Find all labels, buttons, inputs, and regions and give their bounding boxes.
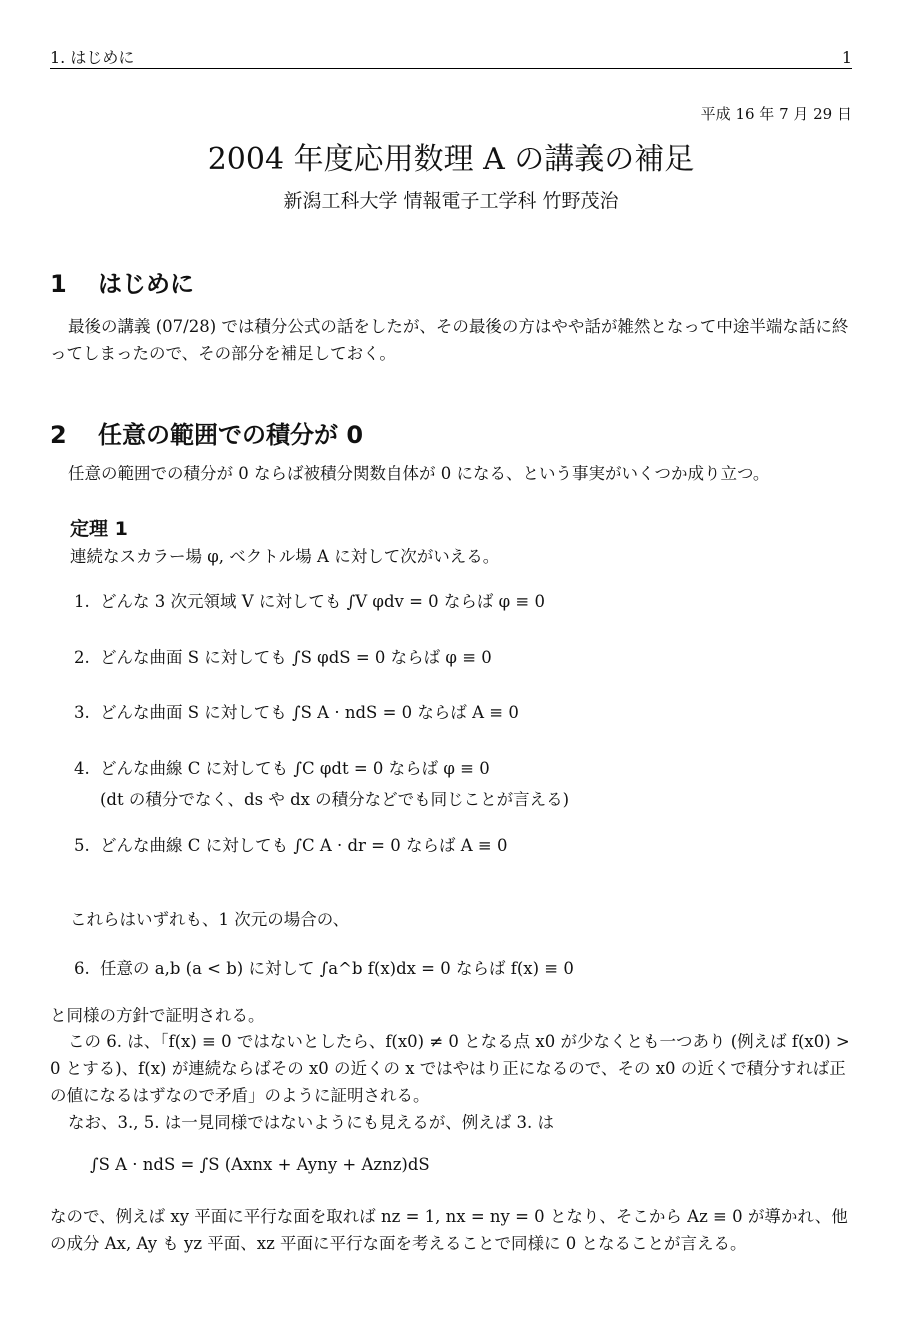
final-paragraph: なので、例えば xy 平面に平行な面を取れば nz = 1, nx = ny = 0 となり、そこから Az ≡ 0 が導かれ、他の成分 Ax, Ay も yz 平面、xz 平面に平行な面を考えることで同様に 0 となることが言える。 [50,1207,848,1253]
section-2-number: 2 [50,421,67,449]
document-author: 新潟工科大学 情報電子工学科 竹野茂治 [283,190,619,212]
item-6: 6. 任意の a,b (a < b) に対して ∫a^b f(x)dx = 0 ならば f(x) ≡ 0 [74,959,574,978]
theorem-item-1: 1. どんな 3 次元領域 V に対しても ∫V φdv = 0 ならば φ ≡ 0 [74,592,546,611]
header-section: 1. はじめに [50,48,135,67]
theorem-item-5: 5. どんな曲線 C に対しても ∫C A · dr = 0 ならば A ≡ 0 [74,836,508,855]
theorem-item-2: 2. どんな曲面 S に対しても ∫S φdS = 0 ならば φ ≡ 0 [74,648,492,667]
section-1-body: 最後の講義 (07/28) では積分公式の話をしたが、その最後の方はやや話が雑然となって中途半端な話に終ってしまったので、その部分を補足しておく。 [50,317,849,363]
section-1-title: はじめに [98,270,194,298]
note-paragraph: なお、3., 5. は一見同様ではないようにも見えるが、例えば 3. は [68,1113,554,1132]
bridge-text: これらはいずれも、1 次元の場合の、 [70,910,350,929]
theorem-item-4-note: (dt の積分でなく、ds や dx の積分などでも同じことが言える) [100,790,570,809]
after-item-6: と同様の方針で証明される。 [50,1006,265,1025]
surface-integral-equation: ∫S A · ndS = ∫S (Axnx + Ayny + Aznz)dS [90,1155,430,1174]
theorem-intro: 連続なスカラー場 φ, ベクトル場 A に対して次がいえる。 [70,547,500,566]
proof-paragraph: この 6. は、「f(x) ≡ 0 ではないとしたら、f(x0) ≠ 0 となる点 x0 が少なくとも一つあり (例えば f(x0) > 0 とする)、f(x) が連続ならばその x0 の近くの x ではやはり正になるので、その x0 の近くで積分すれば正の値になるはずなので矛盾」のように証明される。 [50,1032,850,1105]
theorem-label: 定理 1 [70,518,128,540]
running-header [50,48,852,69]
section-2-title: 任意の範囲での積分が 0 [98,421,364,449]
section-2-heading [50,415,363,450]
document-title: 2004 年度応用数理 A の講義の補足 [207,142,695,177]
header-page-number: 1 [841,48,852,67]
section-1-number: 1 [50,270,67,298]
theorem-item-4: 4. どんな曲線 C に対しても ∫C φdt = 0 ならば φ ≡ 0 [74,759,490,778]
section-1-heading [50,264,194,299]
document-date: 平成 16 年 7 月 29 日 [700,105,852,123]
theorem-item-3: 3. どんな曲面 S に対しても ∫S A · ndS = 0 ならば A ≡ 0 [74,703,519,722]
section-2-intro: 任意の範囲での積分が 0 ならば被積分関数自体が 0 になる、という事実がいくつか成り立つ。 [68,464,770,483]
